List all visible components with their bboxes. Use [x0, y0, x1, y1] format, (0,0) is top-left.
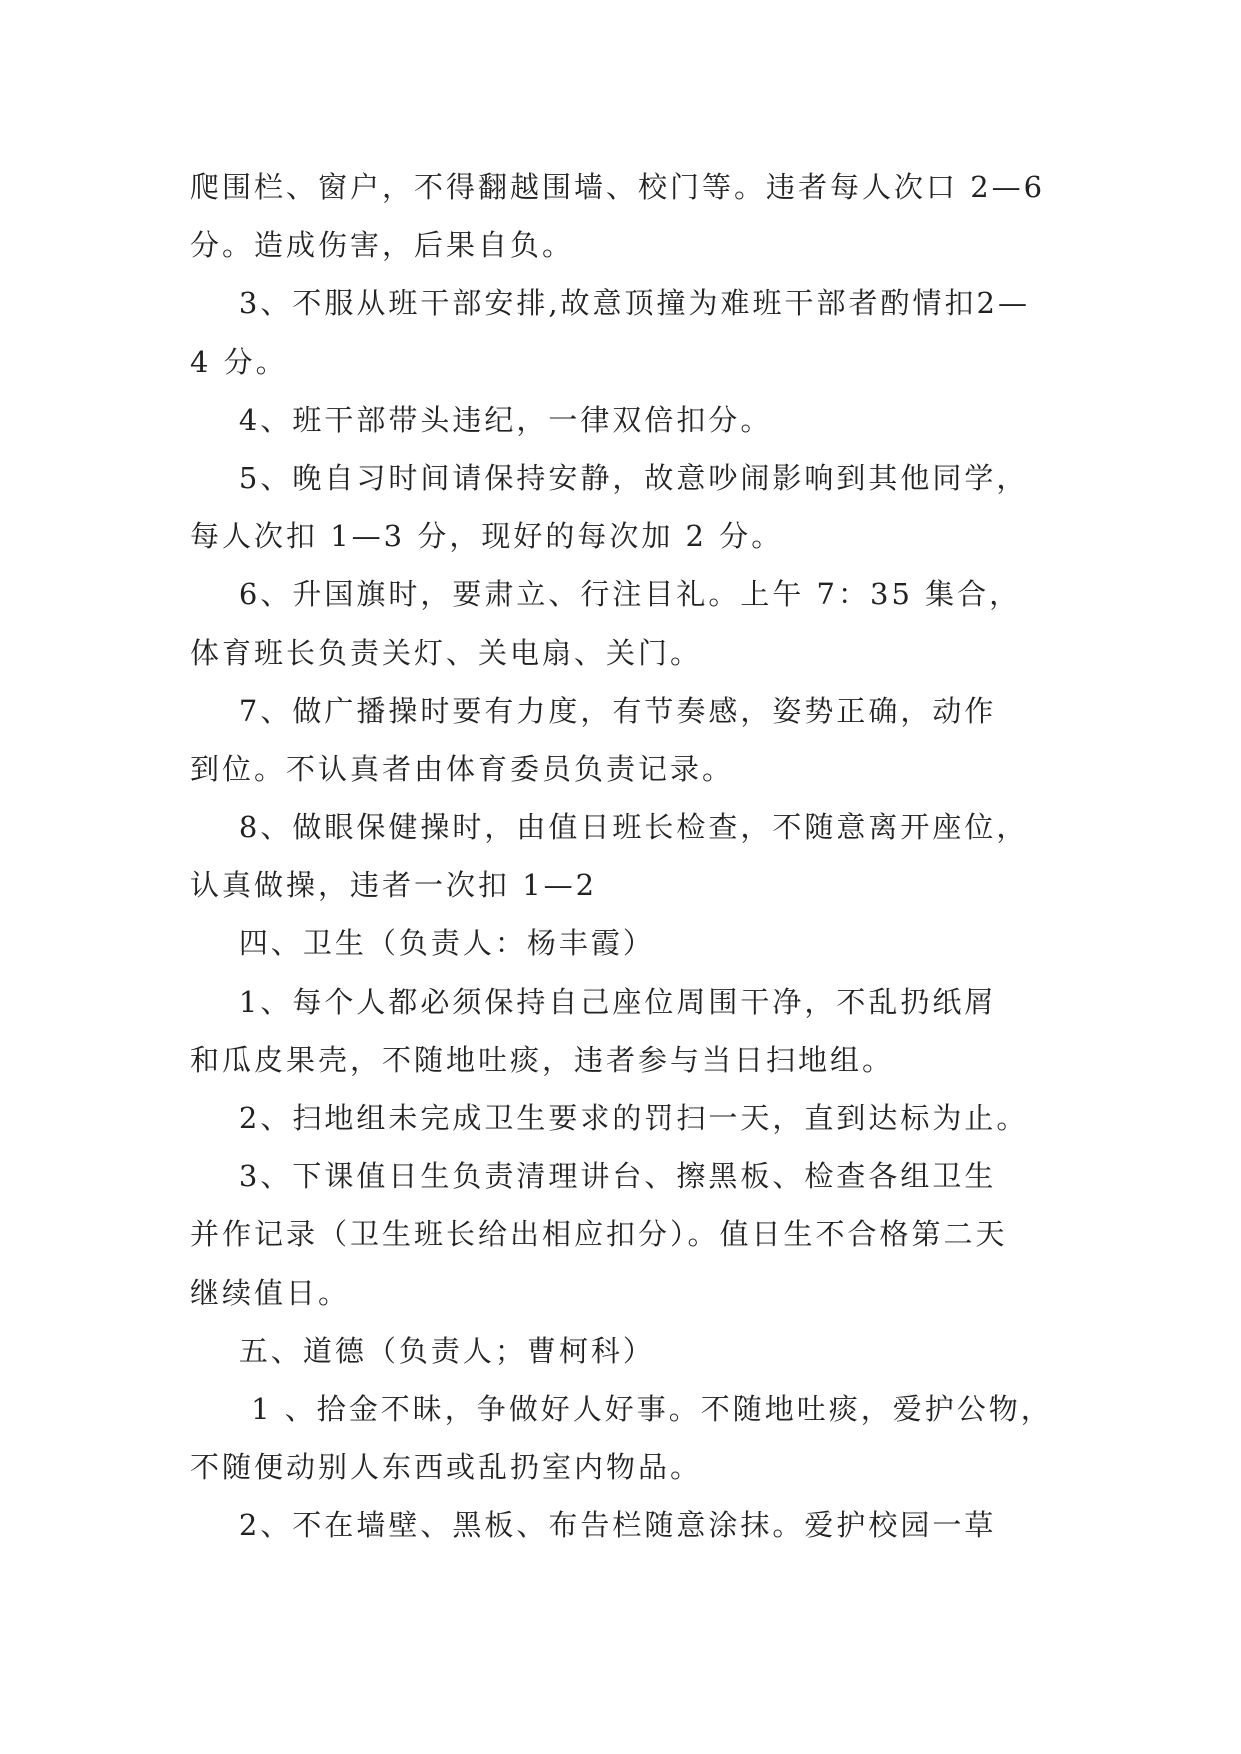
text-line: 2、扫地组未完成卫生要求的罚扫一天，直到达标为止。 [190, 1101, 1029, 1135]
text-line: 3、不服从班干部安排,故意顶撞为难班干部者酌情扣2— [190, 286, 1030, 321]
text-line: 不随便动别人东西或乱扔室内物品。 [190, 1450, 703, 1485]
text-line: 1、每个人都必须保持自己座位周围干净，不乱扔纸屑 [190, 984, 997, 1019]
document-body [190, 158, 1070, 1555]
text-line: 继续值日。 [190, 1275, 351, 1310]
text-line: 到位。不认真者由体育委员负责记录。 [190, 751, 735, 786]
text-line: 爬围栏、窗户，不得翻越围墙、校门等。违者每人次口 2—6 [190, 170, 1046, 204]
text-line: 5、晚自习时间请保持安静，故意吵闹影响到其他同学， [190, 460, 1029, 495]
text-line: 4、班干部带头违纪，一律双倍扣分。 [190, 402, 773, 437]
section-heading: 五、道德（负责人；曹柯科） [190, 1333, 655, 1368]
text-line: 4 分。 [190, 344, 288, 379]
text-line: 体育班长负责关灯、关电扇、关门。 [190, 635, 703, 670]
text-line: 6、升国旗时，要肃立、行注目礼。上午 7：35 集合， [190, 577, 1022, 612]
text-line: 和瓜皮果壳，不随地吐痰，违者参与当日扫地组。 [190, 1042, 895, 1077]
text-line: 并作记录（卫生班长给出相应扣分）。值日生不合格第二天 [190, 1217, 1008, 1252]
text-line: 7、做广播操时要有力度，有节奏感，姿势正确，动作 [190, 693, 997, 728]
text-line: 3、下课值日生负责清理讲台、擦黑板、检查各组卫生 [190, 1159, 997, 1194]
text-line: 每人次扣 1—3 分，现好的每次加 2 分。 [190, 519, 784, 554]
section-heading: 四、卫生（负责人：杨丰霞） [190, 926, 655, 961]
text-line: 认真做操，违者一次扣 1—2 [190, 868, 598, 903]
text-line: 1 、拾金不昧，争做好人好事。不随地吐痰，爱护公物， [190, 1391, 1053, 1426]
text-line: 8、做眼保健操时，由值日班长检查，不随意离开座位， [190, 810, 1029, 845]
text-line: 2、不在墙壁、黑板、布告栏随意涂抹。爱护校园一草 [190, 1508, 997, 1543]
text-line: 分。造成伤害，后果自负。 [190, 228, 575, 263]
